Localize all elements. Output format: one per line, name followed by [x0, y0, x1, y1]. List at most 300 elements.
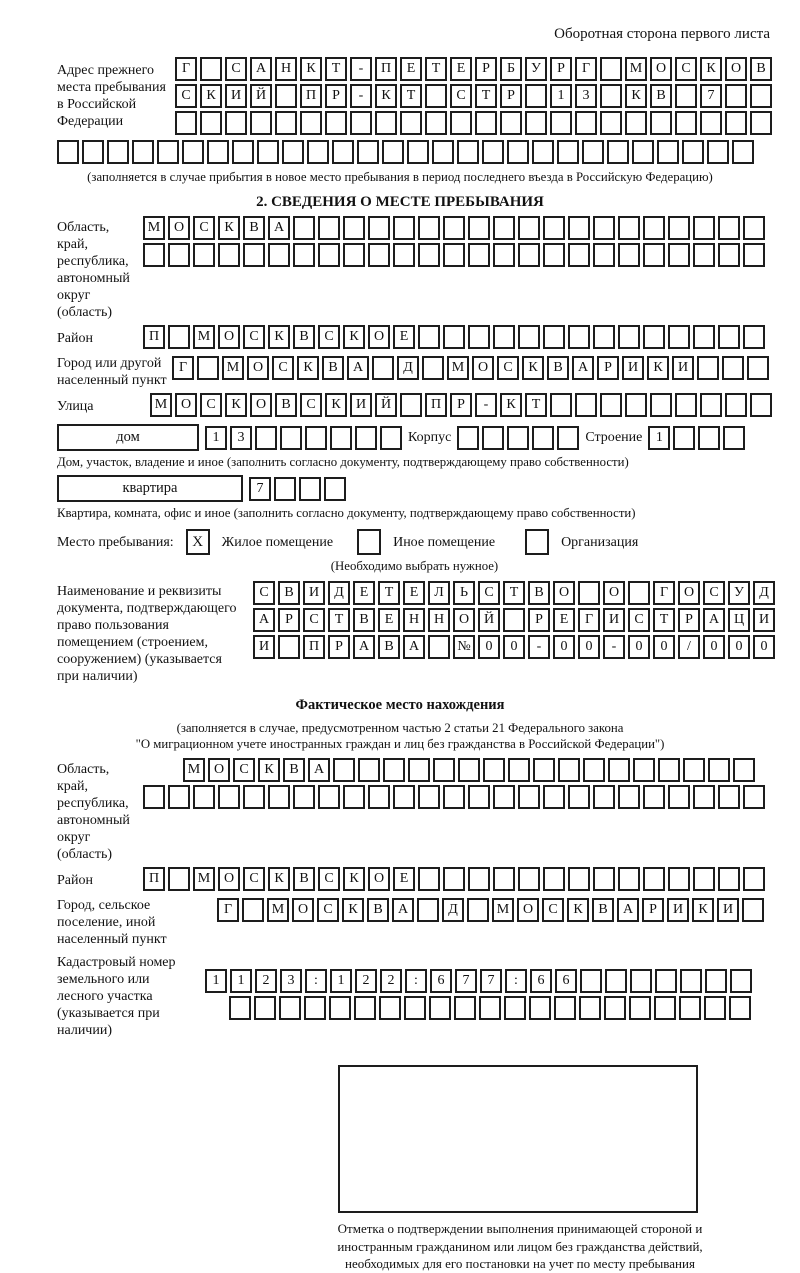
char-box[interactable]	[593, 216, 615, 240]
char-box[interactable]	[350, 111, 372, 135]
char-box[interactable]	[425, 111, 447, 135]
char-box[interactable]: В	[353, 608, 375, 632]
char-box[interactable]	[299, 477, 321, 501]
char-box[interactable]	[333, 758, 355, 782]
char-box[interactable]	[750, 393, 772, 417]
char-box[interactable]	[693, 325, 715, 349]
char-box[interactable]	[618, 216, 640, 240]
char-box[interactable]: О	[368, 325, 390, 349]
char-box[interactable]	[503, 608, 525, 632]
char-box[interactable]	[693, 243, 715, 267]
char-box[interactable]	[293, 785, 315, 809]
char-box[interactable]	[468, 243, 490, 267]
char-box[interactable]: П	[303, 635, 325, 659]
char-box[interactable]: Д	[442, 898, 464, 922]
char-box[interactable]	[718, 785, 740, 809]
char-box[interactable]: П	[375, 57, 397, 81]
char-box[interactable]	[82, 140, 104, 164]
char-box[interactable]: К	[258, 758, 280, 782]
char-box[interactable]	[400, 393, 422, 417]
char-box[interactable]: 1	[330, 969, 352, 993]
char-box[interactable]	[750, 84, 772, 108]
char-box[interactable]	[382, 140, 404, 164]
char-box[interactable]	[618, 243, 640, 267]
char-box[interactable]	[418, 867, 440, 891]
char-box[interactable]	[743, 216, 765, 240]
char-box[interactable]: П	[300, 84, 322, 108]
char-box[interactable]	[743, 785, 765, 809]
char-box[interactable]	[743, 325, 765, 349]
char-box[interactable]	[655, 969, 677, 993]
char-box[interactable]: М	[625, 57, 647, 81]
char-box[interactable]: А	[703, 608, 725, 632]
char-box[interactable]: И	[350, 393, 372, 417]
char-box[interactable]: М	[193, 325, 215, 349]
char-box[interactable]: О	[517, 898, 539, 922]
char-box[interactable]: К	[268, 325, 290, 349]
char-box[interactable]: 0	[553, 635, 575, 659]
char-box[interactable]: М	[447, 356, 469, 380]
char-box[interactable]: С	[628, 608, 650, 632]
char-box[interactable]: Т	[503, 581, 525, 605]
char-box[interactable]	[218, 785, 240, 809]
char-box[interactable]: Й	[375, 393, 397, 417]
char-box[interactable]: К	[300, 57, 322, 81]
char-box[interactable]: М	[222, 356, 244, 380]
char-box[interactable]	[675, 393, 697, 417]
char-box[interactable]	[318, 243, 340, 267]
char-box[interactable]	[357, 140, 379, 164]
char-box[interactable]	[722, 356, 744, 380]
char-box[interactable]: 0	[703, 635, 725, 659]
char-box[interactable]	[275, 111, 297, 135]
char-box[interactable]	[483, 758, 505, 782]
char-box[interactable]	[575, 111, 597, 135]
char-box[interactable]	[418, 243, 440, 267]
char-box[interactable]	[418, 785, 440, 809]
char-box[interactable]: С	[243, 867, 265, 891]
char-box[interactable]	[307, 140, 329, 164]
char-box[interactable]: Е	[400, 57, 422, 81]
char-box[interactable]	[618, 785, 640, 809]
char-box[interactable]	[743, 243, 765, 267]
char-box[interactable]	[593, 325, 615, 349]
char-box[interactable]: И	[303, 581, 325, 605]
char-box[interactable]: В	[243, 216, 265, 240]
char-box[interactable]: Т	[400, 84, 422, 108]
char-box[interactable]	[479, 996, 501, 1020]
char-box[interactable]	[354, 996, 376, 1020]
char-box[interactable]	[543, 216, 565, 240]
char-box[interactable]	[358, 758, 380, 782]
char-box[interactable]	[343, 243, 365, 267]
char-box[interactable]: Д	[753, 581, 775, 605]
char-box[interactable]	[368, 243, 390, 267]
char-box[interactable]: В	[547, 356, 569, 380]
char-box[interactable]	[218, 243, 240, 267]
char-box[interactable]: Ц	[728, 608, 750, 632]
char-box[interactable]: :	[505, 969, 527, 993]
char-box[interactable]: К	[567, 898, 589, 922]
char-box[interactable]	[493, 243, 515, 267]
char-box[interactable]	[704, 996, 726, 1020]
char-box[interactable]: И	[622, 356, 644, 380]
char-box[interactable]	[723, 426, 745, 450]
char-box[interactable]	[628, 581, 650, 605]
char-box[interactable]	[457, 140, 479, 164]
char-box[interactable]	[380, 426, 402, 450]
char-box[interactable]	[493, 785, 515, 809]
char-box[interactable]	[332, 140, 354, 164]
char-box[interactable]: 0	[728, 635, 750, 659]
char-box[interactable]: А	[572, 356, 594, 380]
char-box[interactable]: С	[703, 581, 725, 605]
char-box[interactable]	[305, 426, 327, 450]
char-box[interactable]: К	[325, 393, 347, 417]
char-box[interactable]: /	[678, 635, 700, 659]
char-box[interactable]: С	[300, 393, 322, 417]
char-box[interactable]	[525, 111, 547, 135]
char-box[interactable]: А	[353, 635, 375, 659]
char-box[interactable]: И	[225, 84, 247, 108]
char-box[interactable]: Й	[250, 84, 272, 108]
char-box[interactable]	[507, 140, 529, 164]
char-box[interactable]: 7	[249, 477, 271, 501]
char-box[interactable]	[132, 140, 154, 164]
char-box[interactable]	[468, 785, 490, 809]
char-box[interactable]	[593, 243, 615, 267]
char-box[interactable]	[618, 867, 640, 891]
char-box[interactable]	[182, 140, 204, 164]
char-box[interactable]: С	[243, 325, 265, 349]
char-box[interactable]: Р	[325, 84, 347, 108]
char-box[interactable]: Г	[175, 57, 197, 81]
char-box[interactable]	[429, 996, 451, 1020]
char-box[interactable]: Т	[525, 393, 547, 417]
char-box[interactable]	[643, 325, 665, 349]
char-box[interactable]	[428, 635, 450, 659]
char-box[interactable]	[550, 111, 572, 135]
char-box[interactable]: О	[208, 758, 230, 782]
char-box[interactable]: К	[692, 898, 714, 922]
char-box[interactable]	[707, 140, 729, 164]
char-box[interactable]: К	[343, 325, 365, 349]
char-box[interactable]: В	[322, 356, 344, 380]
char-box[interactable]	[255, 426, 277, 450]
char-box[interactable]	[747, 356, 769, 380]
char-box[interactable]: В	[650, 84, 672, 108]
char-box[interactable]	[543, 325, 565, 349]
char-box[interactable]	[393, 785, 415, 809]
char-box[interactable]: О	[175, 393, 197, 417]
char-box[interactable]	[432, 140, 454, 164]
char-box[interactable]	[518, 243, 540, 267]
char-box[interactable]	[693, 216, 715, 240]
char-box[interactable]: Н	[403, 608, 425, 632]
char-box[interactable]	[629, 996, 651, 1020]
char-box[interactable]	[168, 325, 190, 349]
char-box[interactable]	[330, 426, 352, 450]
char-box[interactable]	[243, 785, 265, 809]
char-box[interactable]: 2	[380, 969, 402, 993]
char-box[interactable]	[718, 216, 740, 240]
char-box[interactable]: 0	[653, 635, 675, 659]
char-box[interactable]	[668, 867, 690, 891]
char-box[interactable]: В	[275, 393, 297, 417]
char-box[interactable]	[232, 140, 254, 164]
char-box[interactable]: С	[318, 867, 340, 891]
char-box[interactable]: Е	[393, 325, 415, 349]
char-box[interactable]: М	[183, 758, 205, 782]
char-box[interactable]	[157, 140, 179, 164]
char-box[interactable]	[575, 393, 597, 417]
char-box[interactable]	[557, 140, 579, 164]
char-box[interactable]	[282, 140, 304, 164]
char-box[interactable]	[393, 243, 415, 267]
char-box[interactable]: Р	[528, 608, 550, 632]
char-box[interactable]: Е	[450, 57, 472, 81]
char-box[interactable]	[683, 758, 705, 782]
char-box[interactable]: -	[603, 635, 625, 659]
char-box[interactable]: М	[492, 898, 514, 922]
char-box[interactable]	[407, 140, 429, 164]
char-box[interactable]: К	[500, 393, 522, 417]
char-box[interactable]	[200, 57, 222, 81]
char-box[interactable]: 3	[575, 84, 597, 108]
char-box[interactable]: 0	[503, 635, 525, 659]
char-box[interactable]: К	[343, 867, 365, 891]
char-box[interactable]	[675, 111, 697, 135]
char-box[interactable]	[175, 111, 197, 135]
char-box[interactable]: Т	[328, 608, 350, 632]
char-box[interactable]: 0	[628, 635, 650, 659]
char-box[interactable]	[673, 426, 695, 450]
char-box[interactable]	[705, 969, 727, 993]
char-box[interactable]	[533, 758, 555, 782]
char-box[interactable]: В	[283, 758, 305, 782]
char-box[interactable]	[625, 393, 647, 417]
char-box[interactable]: П	[143, 325, 165, 349]
char-box[interactable]	[579, 996, 601, 1020]
char-box[interactable]	[278, 635, 300, 659]
char-box[interactable]: О	[218, 325, 240, 349]
char-box[interactable]	[400, 111, 422, 135]
char-box[interactable]	[207, 140, 229, 164]
char-box[interactable]: Р	[550, 57, 572, 81]
char-box[interactable]: А	[250, 57, 272, 81]
char-box[interactable]: 7	[700, 84, 722, 108]
char-box[interactable]: Д	[397, 356, 419, 380]
char-box[interactable]	[568, 867, 590, 891]
char-box[interactable]	[718, 325, 740, 349]
char-box[interactable]	[500, 111, 522, 135]
char-box[interactable]: 3	[280, 969, 302, 993]
char-box[interactable]	[508, 758, 530, 782]
char-box[interactable]	[643, 216, 665, 240]
char-box[interactable]	[668, 325, 690, 349]
char-box[interactable]: У	[525, 57, 547, 81]
char-box[interactable]	[418, 216, 440, 240]
char-box[interactable]: И	[603, 608, 625, 632]
char-box[interactable]	[379, 996, 401, 1020]
char-box[interactable]	[197, 356, 219, 380]
char-box[interactable]	[654, 996, 676, 1020]
char-box[interactable]	[257, 140, 279, 164]
char-box[interactable]	[293, 243, 315, 267]
char-box[interactable]	[682, 140, 704, 164]
char-box[interactable]	[643, 785, 665, 809]
char-box[interactable]	[293, 216, 315, 240]
char-box[interactable]	[568, 216, 590, 240]
char-box[interactable]	[268, 243, 290, 267]
char-box[interactable]	[733, 758, 755, 782]
char-box[interactable]: И	[667, 898, 689, 922]
char-box[interactable]: К	[647, 356, 669, 380]
char-box[interactable]: С	[175, 84, 197, 108]
char-box[interactable]: 1	[550, 84, 572, 108]
char-box[interactable]	[468, 867, 490, 891]
char-box[interactable]: О	[678, 581, 700, 605]
char-box[interactable]	[568, 243, 590, 267]
char-box[interactable]: Г	[575, 57, 597, 81]
char-box[interactable]: О	[292, 898, 314, 922]
char-box[interactable]: :	[405, 969, 427, 993]
char-box[interactable]: 6	[530, 969, 552, 993]
char-box[interactable]	[650, 111, 672, 135]
char-box[interactable]: №	[453, 635, 475, 659]
char-box[interactable]	[625, 111, 647, 135]
char-box[interactable]	[633, 758, 655, 782]
char-box[interactable]	[324, 477, 346, 501]
char-box[interactable]: Г	[653, 581, 675, 605]
char-box[interactable]	[250, 111, 272, 135]
char-box[interactable]	[578, 581, 600, 605]
stay-type-option-residential-checkbox[interactable]: X	[186, 529, 210, 555]
char-box[interactable]: С	[450, 84, 472, 108]
char-box[interactable]	[618, 325, 640, 349]
char-box[interactable]	[657, 140, 679, 164]
char-box[interactable]: Й	[478, 608, 500, 632]
char-box[interactable]: 1	[648, 426, 670, 450]
char-box[interactable]	[193, 243, 215, 267]
char-box[interactable]: И	[753, 608, 775, 632]
char-box[interactable]	[493, 867, 515, 891]
char-box[interactable]: О	[453, 608, 475, 632]
char-box[interactable]	[675, 84, 697, 108]
char-box[interactable]	[593, 785, 615, 809]
char-box[interactable]: Е	[353, 581, 375, 605]
char-box[interactable]: Т	[653, 608, 675, 632]
char-box[interactable]: Е	[553, 608, 575, 632]
char-box[interactable]	[543, 243, 565, 267]
char-box[interactable]	[743, 867, 765, 891]
char-box[interactable]: Р	[597, 356, 619, 380]
char-box[interactable]: А	[253, 608, 275, 632]
char-box[interactable]: Е	[393, 867, 415, 891]
char-box[interactable]: Т	[425, 57, 447, 81]
char-box[interactable]	[433, 758, 455, 782]
char-box[interactable]: 1	[205, 426, 227, 450]
char-box[interactable]	[593, 867, 615, 891]
char-box[interactable]	[718, 867, 740, 891]
char-box[interactable]: 0	[753, 635, 775, 659]
char-box[interactable]	[458, 758, 480, 782]
char-box[interactable]	[525, 84, 547, 108]
char-box[interactable]: О	[218, 867, 240, 891]
char-box[interactable]	[729, 996, 751, 1020]
char-box[interactable]: С	[253, 581, 275, 605]
char-box[interactable]	[418, 325, 440, 349]
stay-type-option-other-checkbox[interactable]	[357, 529, 381, 555]
char-box[interactable]	[580, 969, 602, 993]
char-box[interactable]: Т	[378, 581, 400, 605]
char-box[interactable]: О	[368, 867, 390, 891]
char-box[interactable]	[343, 216, 365, 240]
char-box[interactable]	[242, 898, 264, 922]
char-box[interactable]	[243, 243, 265, 267]
char-box[interactable]	[274, 477, 296, 501]
char-box[interactable]	[468, 216, 490, 240]
char-box[interactable]	[643, 867, 665, 891]
char-box[interactable]	[318, 785, 340, 809]
char-box[interactable]: :	[305, 969, 327, 993]
char-box[interactable]: Р	[642, 898, 664, 922]
char-box[interactable]	[532, 140, 554, 164]
char-box[interactable]: Н	[428, 608, 450, 632]
char-box[interactable]	[543, 785, 565, 809]
char-box[interactable]: 7	[455, 969, 477, 993]
char-box[interactable]	[529, 996, 551, 1020]
char-box[interactable]	[343, 785, 365, 809]
char-box[interactable]	[750, 111, 772, 135]
char-box[interactable]	[57, 140, 79, 164]
char-box[interactable]	[725, 393, 747, 417]
char-box[interactable]: О	[603, 581, 625, 605]
char-box[interactable]	[504, 996, 526, 1020]
char-box[interactable]	[375, 111, 397, 135]
char-box[interactable]	[543, 867, 565, 891]
char-box[interactable]	[329, 996, 351, 1020]
char-box[interactable]	[600, 111, 622, 135]
char-box[interactable]: М	[267, 898, 289, 922]
char-box[interactable]: Р	[450, 393, 472, 417]
char-box[interactable]	[568, 785, 590, 809]
char-box[interactable]	[679, 996, 701, 1020]
char-box[interactable]	[168, 243, 190, 267]
char-box[interactable]: С	[225, 57, 247, 81]
char-box[interactable]	[279, 996, 301, 1020]
char-box[interactable]	[600, 57, 622, 81]
char-box[interactable]	[467, 898, 489, 922]
char-box[interactable]: В	[750, 57, 772, 81]
char-box[interactable]	[325, 111, 347, 135]
char-box[interactable]: Г	[578, 608, 600, 632]
char-box[interactable]	[107, 140, 129, 164]
char-box[interactable]: 0	[578, 635, 600, 659]
char-box[interactable]	[200, 111, 222, 135]
char-box[interactable]	[493, 325, 515, 349]
char-box[interactable]	[454, 996, 476, 1020]
char-box[interactable]	[532, 426, 554, 450]
char-box[interactable]: К	[268, 867, 290, 891]
char-box[interactable]	[493, 216, 515, 240]
char-box[interactable]	[404, 996, 426, 1020]
char-box[interactable]: Е	[403, 581, 425, 605]
char-box[interactable]	[443, 325, 465, 349]
char-box[interactable]: А	[403, 635, 425, 659]
char-box[interactable]	[368, 216, 390, 240]
char-box[interactable]: Р	[500, 84, 522, 108]
